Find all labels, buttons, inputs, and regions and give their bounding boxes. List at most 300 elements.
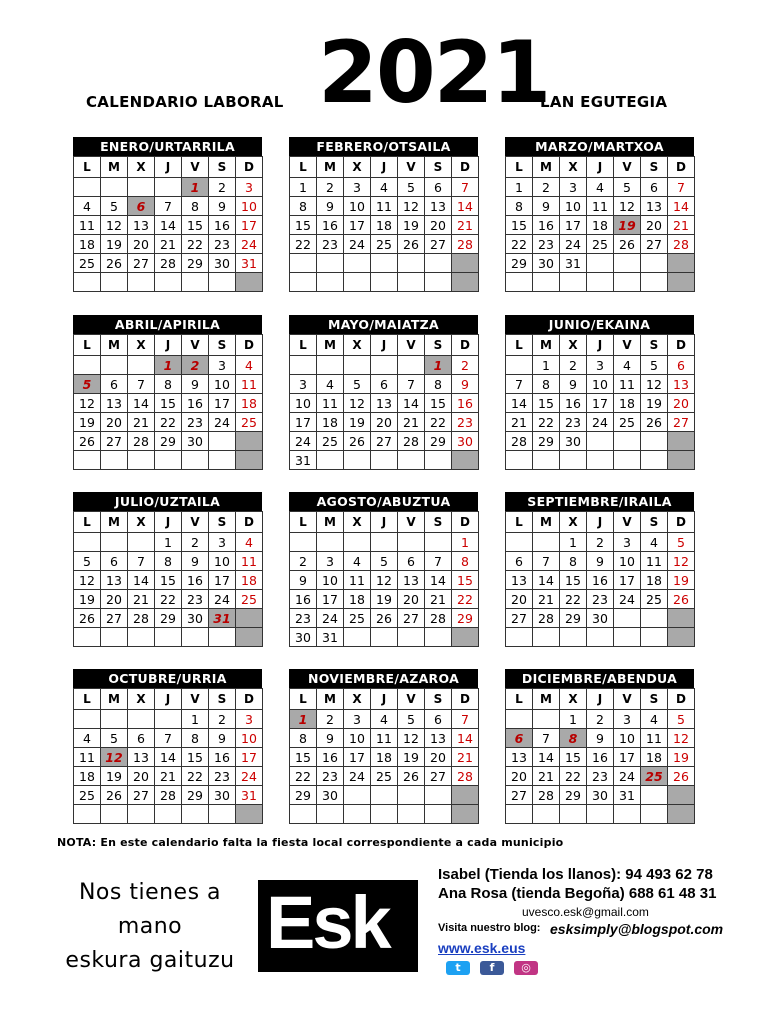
day-cell: 3: [209, 356, 236, 375]
day-cell: 2: [317, 710, 344, 729]
day-cell: 5: [398, 178, 425, 197]
day-cell: 14: [128, 571, 155, 590]
day-cell: 11: [641, 552, 668, 571]
day-cell: 3: [560, 178, 587, 197]
weekday-header: L: [290, 157, 317, 178]
day-cell: 27: [641, 235, 668, 254]
weekday-header: M: [533, 689, 560, 710]
day-cell: 27: [425, 767, 452, 786]
day-cell: 18: [344, 590, 371, 609]
day-cell: 8: [425, 375, 452, 394]
day-cell: 4: [344, 552, 371, 571]
day-cell: [101, 628, 128, 647]
day-cell: 2: [587, 533, 614, 552]
day-cell: 16: [587, 571, 614, 590]
weekday-header: X: [344, 512, 371, 533]
weekday-header: J: [371, 689, 398, 710]
day-cell: [290, 533, 317, 552]
day-cell: 17: [614, 748, 641, 767]
day-cell: 11: [317, 394, 344, 413]
month-title: JULIO/UZTAILA: [73, 492, 262, 511]
day-cell: 24: [344, 767, 371, 786]
day-cell: 5: [398, 710, 425, 729]
weekday-header: M: [101, 335, 128, 356]
weekday-header: L: [506, 157, 533, 178]
day-cell: 1: [155, 533, 182, 552]
contact-email[interactable]: uvesco.esk@gmail.com: [522, 905, 649, 919]
day-cell: 8: [506, 197, 533, 216]
day-cell: 15: [290, 216, 317, 235]
day-cell: 2: [317, 178, 344, 197]
day-cell: [236, 805, 263, 824]
weekday-header: S: [209, 335, 236, 356]
day-cell: 21: [128, 413, 155, 432]
day-cell: 14: [668, 197, 695, 216]
day-cell: [398, 273, 425, 292]
day-cell: [101, 451, 128, 470]
month-title: SEPTIEMBRE/IRAILA: [505, 492, 694, 511]
day-cell: 28: [155, 254, 182, 273]
day-cell: 22: [560, 590, 587, 609]
weekday-header: V: [614, 157, 641, 178]
day-cell: 21: [425, 590, 452, 609]
day-cell: 22: [425, 413, 452, 432]
web-link[interactable]: www.esk.eus: [438, 940, 526, 956]
day-cell: [425, 533, 452, 552]
day-cell: [371, 533, 398, 552]
day-cell: 22: [452, 590, 479, 609]
day-cell: 23: [182, 413, 209, 432]
month-5: [289, 315, 479, 470]
day-cell: 2: [587, 710, 614, 729]
day-cell: 20: [668, 394, 695, 413]
day-cell: 1: [155, 356, 182, 375]
day-cell: 18: [236, 571, 263, 590]
day-cell: 18: [236, 394, 263, 413]
month-6: [505, 315, 695, 470]
day-cell: 23: [317, 767, 344, 786]
day-cell: [182, 628, 209, 647]
day-cell: 12: [641, 375, 668, 394]
weekday-header: D: [452, 512, 479, 533]
day-cell: [128, 710, 155, 729]
twitter-icon[interactable]: t: [446, 961, 470, 975]
day-cell: [425, 273, 452, 292]
day-cell: [506, 710, 533, 729]
day-cell: 3: [236, 178, 263, 197]
day-cell: 3: [290, 375, 317, 394]
day-cell: 13: [101, 571, 128, 590]
day-cell: [74, 710, 101, 729]
weekday-header: X: [128, 689, 155, 710]
day-cell: 23: [209, 767, 236, 786]
day-cell: [101, 805, 128, 824]
day-cell: 2: [209, 710, 236, 729]
day-cell: [344, 786, 371, 805]
day-cell: [344, 451, 371, 470]
day-cell: 16: [182, 571, 209, 590]
weekday-header: M: [317, 512, 344, 533]
day-cell: [425, 254, 452, 273]
blog-label: Visita nuestro blog:: [438, 922, 541, 934]
day-cell: 12: [74, 571, 101, 590]
day-cell: 13: [101, 394, 128, 413]
weekday-header: V: [614, 512, 641, 533]
day-cell: 5: [74, 375, 101, 394]
day-cell: 31: [236, 786, 263, 805]
day-cell: 7: [506, 375, 533, 394]
day-cell: 15: [182, 748, 209, 767]
day-cell: [344, 254, 371, 273]
instagram-icon[interactable]: ◎: [514, 961, 538, 975]
weekday-header: M: [317, 157, 344, 178]
day-cell: 9: [533, 197, 560, 216]
weekday-header: L: [290, 335, 317, 356]
weekday-header: D: [668, 157, 695, 178]
day-cell: [290, 254, 317, 273]
day-cell: 11: [641, 729, 668, 748]
month-table: [505, 688, 695, 824]
day-cell: 31: [236, 254, 263, 273]
day-cell: [398, 451, 425, 470]
weekday-header: L: [74, 512, 101, 533]
day-cell: 9: [209, 197, 236, 216]
day-cell: 15: [506, 216, 533, 235]
day-cell: [236, 273, 263, 292]
day-cell: 15: [182, 216, 209, 235]
day-cell: 15: [533, 394, 560, 413]
day-cell: 10: [344, 197, 371, 216]
month-1: [73, 137, 263, 292]
day-cell: 29: [290, 786, 317, 805]
weekday-header: X: [344, 689, 371, 710]
month-2: [289, 137, 479, 292]
day-cell: 24: [209, 413, 236, 432]
day-cell: 30: [290, 628, 317, 647]
day-cell: 21: [128, 590, 155, 609]
day-cell: 29: [560, 786, 587, 805]
day-cell: 18: [74, 767, 101, 786]
day-cell: 9: [560, 375, 587, 394]
day-cell: [128, 451, 155, 470]
day-cell: [668, 609, 695, 628]
day-cell: [533, 273, 560, 292]
day-cell: 16: [452, 394, 479, 413]
day-cell: 29: [452, 609, 479, 628]
day-cell: 9: [290, 571, 317, 590]
day-cell: [209, 628, 236, 647]
day-cell: 14: [506, 394, 533, 413]
weekday-header: S: [641, 335, 668, 356]
month-title: DICIEMBRE/ABENDUA: [505, 669, 694, 688]
day-cell: [506, 356, 533, 375]
day-cell: [371, 273, 398, 292]
day-cell: 10: [614, 729, 641, 748]
day-cell: 8: [290, 729, 317, 748]
day-cell: 14: [155, 216, 182, 235]
day-cell: [101, 356, 128, 375]
day-cell: 14: [155, 748, 182, 767]
day-cell: 26: [344, 432, 371, 451]
day-cell: 28: [128, 609, 155, 628]
day-cell: [425, 628, 452, 647]
day-cell: [155, 178, 182, 197]
day-cell: 25: [74, 254, 101, 273]
weekday-header: S: [209, 512, 236, 533]
day-cell: 20: [128, 235, 155, 254]
day-cell: [587, 432, 614, 451]
day-cell: 21: [533, 590, 560, 609]
day-cell: 10: [560, 197, 587, 216]
day-cell: 19: [398, 216, 425, 235]
weekday-header: S: [641, 689, 668, 710]
day-cell: [398, 356, 425, 375]
weekday-header: V: [182, 157, 209, 178]
weekday-header: L: [506, 689, 533, 710]
slogan-line-1: Nos tienes a: [78, 880, 222, 905]
day-cell: 30: [182, 432, 209, 451]
day-cell: [533, 805, 560, 824]
day-cell: 8: [290, 197, 317, 216]
month-10: [73, 669, 263, 824]
day-cell: [560, 451, 587, 470]
day-cell: 22: [155, 590, 182, 609]
weekday-header: J: [587, 512, 614, 533]
weekday-header: D: [452, 689, 479, 710]
day-cell: [641, 805, 668, 824]
weekday-header: V: [614, 335, 641, 356]
day-cell: 10: [209, 552, 236, 571]
day-cell: 27: [668, 413, 695, 432]
weekday-header: V: [398, 157, 425, 178]
day-cell: 16: [317, 748, 344, 767]
month-title: ENERO/URTARRILA: [73, 137, 262, 156]
weekday-header: S: [641, 157, 668, 178]
day-cell: 20: [101, 413, 128, 432]
day-cell: 4: [236, 533, 263, 552]
day-cell: [614, 609, 641, 628]
weekday-header: L: [74, 335, 101, 356]
day-cell: [506, 451, 533, 470]
day-cell: 3: [344, 710, 371, 729]
day-cell: 5: [668, 533, 695, 552]
day-cell: [128, 533, 155, 552]
day-cell: 7: [128, 552, 155, 571]
day-cell: 5: [668, 710, 695, 729]
day-cell: [641, 254, 668, 273]
month-table: [73, 334, 263, 470]
weekday-header: L: [74, 157, 101, 178]
month-table: [505, 511, 695, 647]
day-cell: 14: [425, 571, 452, 590]
day-cell: 17: [560, 216, 587, 235]
day-cell: 18: [614, 394, 641, 413]
day-cell: 7: [452, 178, 479, 197]
weekday-header: S: [425, 157, 452, 178]
day-cell: 5: [641, 356, 668, 375]
day-cell: 14: [452, 729, 479, 748]
day-cell: 28: [533, 786, 560, 805]
month-title: FEBRERO/OTSAILA: [289, 137, 478, 156]
day-cell: 18: [317, 413, 344, 432]
month-title: AGOSTO/ABUZTUA: [289, 492, 478, 511]
day-cell: 21: [506, 413, 533, 432]
day-cell: 29: [533, 432, 560, 451]
weekday-header: V: [182, 512, 209, 533]
day-cell: 12: [398, 197, 425, 216]
blog-link[interactable]: esksimply@blogspot.com: [550, 921, 724, 937]
day-cell: 9: [587, 552, 614, 571]
weekday-header: X: [344, 157, 371, 178]
day-cell: 22: [290, 235, 317, 254]
day-cell: 23: [182, 590, 209, 609]
month-table: [289, 334, 479, 470]
day-cell: 14: [452, 197, 479, 216]
month-table: [289, 511, 479, 647]
day-cell: 28: [668, 235, 695, 254]
weekday-header: M: [533, 512, 560, 533]
day-cell: 26: [371, 609, 398, 628]
day-cell: 19: [668, 748, 695, 767]
day-cell: 25: [317, 432, 344, 451]
day-cell: 22: [560, 767, 587, 786]
day-cell: 19: [641, 394, 668, 413]
day-cell: 25: [587, 235, 614, 254]
day-cell: 23: [452, 413, 479, 432]
weekday-header: D: [236, 157, 263, 178]
day-cell: [74, 451, 101, 470]
day-cell: [560, 273, 587, 292]
weekday-header: S: [209, 157, 236, 178]
day-cell: 23: [209, 235, 236, 254]
weekday-header: J: [587, 157, 614, 178]
weekday-header: X: [128, 335, 155, 356]
day-cell: 6: [128, 729, 155, 748]
day-cell: 24: [344, 235, 371, 254]
month-3: [505, 137, 695, 292]
header-left: CALENDARIO LABORAL: [86, 93, 284, 111]
day-cell: [155, 805, 182, 824]
day-cell: 21: [398, 413, 425, 432]
day-cell: 16: [317, 216, 344, 235]
day-cell: 9: [317, 729, 344, 748]
day-cell: [533, 533, 560, 552]
day-cell: [614, 273, 641, 292]
day-cell: 29: [182, 786, 209, 805]
day-cell: 21: [155, 767, 182, 786]
day-cell: 13: [128, 748, 155, 767]
day-cell: 2: [452, 356, 479, 375]
day-cell: 26: [398, 235, 425, 254]
day-cell: [209, 432, 236, 451]
day-cell: 1: [425, 356, 452, 375]
day-cell: 28: [155, 786, 182, 805]
day-cell: [587, 805, 614, 824]
day-cell: 9: [452, 375, 479, 394]
weekday-header: J: [371, 335, 398, 356]
day-cell: 24: [290, 432, 317, 451]
day-cell: 4: [74, 729, 101, 748]
day-cell: [668, 805, 695, 824]
day-cell: 7: [155, 729, 182, 748]
day-cell: 30: [209, 786, 236, 805]
day-cell: 16: [587, 748, 614, 767]
day-cell: [74, 628, 101, 647]
day-cell: 1: [290, 178, 317, 197]
day-cell: 22: [182, 235, 209, 254]
day-cell: [317, 356, 344, 375]
day-cell: [668, 786, 695, 805]
day-cell: [74, 356, 101, 375]
day-cell: 28: [452, 235, 479, 254]
day-cell: 25: [641, 767, 668, 786]
day-cell: 17: [614, 571, 641, 590]
day-cell: [371, 805, 398, 824]
weekday-header: V: [182, 335, 209, 356]
day-cell: [533, 451, 560, 470]
month-table: [505, 334, 695, 470]
month-title: OCTUBRE/URRIA: [73, 669, 262, 688]
weekday-header: D: [236, 512, 263, 533]
day-cell: [182, 451, 209, 470]
day-cell: [317, 805, 344, 824]
day-cell: 31: [614, 786, 641, 805]
day-cell: [236, 628, 263, 647]
day-cell: 25: [236, 590, 263, 609]
day-cell: 15: [155, 571, 182, 590]
day-cell: 6: [101, 375, 128, 394]
day-cell: 29: [155, 609, 182, 628]
day-cell: [425, 786, 452, 805]
day-cell: 12: [74, 394, 101, 413]
day-cell: 17: [344, 216, 371, 235]
day-cell: [668, 451, 695, 470]
day-cell: 19: [668, 571, 695, 590]
day-cell: [317, 451, 344, 470]
day-cell: 18: [641, 748, 668, 767]
day-cell: 28: [425, 609, 452, 628]
day-cell: 20: [506, 767, 533, 786]
day-cell: [614, 254, 641, 273]
day-cell: 28: [128, 432, 155, 451]
day-cell: [344, 533, 371, 552]
day-cell: [128, 805, 155, 824]
day-cell: 3: [236, 710, 263, 729]
day-cell: 1: [452, 533, 479, 552]
day-cell: [587, 451, 614, 470]
day-cell: 4: [641, 710, 668, 729]
day-cell: [371, 356, 398, 375]
month-4: [73, 315, 263, 470]
day-cell: [182, 273, 209, 292]
day-cell: 16: [560, 394, 587, 413]
day-cell: 7: [128, 375, 155, 394]
day-cell: 11: [74, 216, 101, 235]
day-cell: 26: [614, 235, 641, 254]
day-cell: [452, 628, 479, 647]
day-cell: 4: [371, 178, 398, 197]
facebook-icon[interactable]: f: [480, 961, 504, 975]
day-cell: 4: [236, 356, 263, 375]
day-cell: 28: [506, 432, 533, 451]
day-cell: 5: [614, 178, 641, 197]
weekday-header: X: [560, 689, 587, 710]
day-cell: 6: [506, 729, 533, 748]
day-cell: [101, 273, 128, 292]
day-cell: [74, 533, 101, 552]
day-cell: 13: [506, 571, 533, 590]
weekday-header: V: [398, 335, 425, 356]
